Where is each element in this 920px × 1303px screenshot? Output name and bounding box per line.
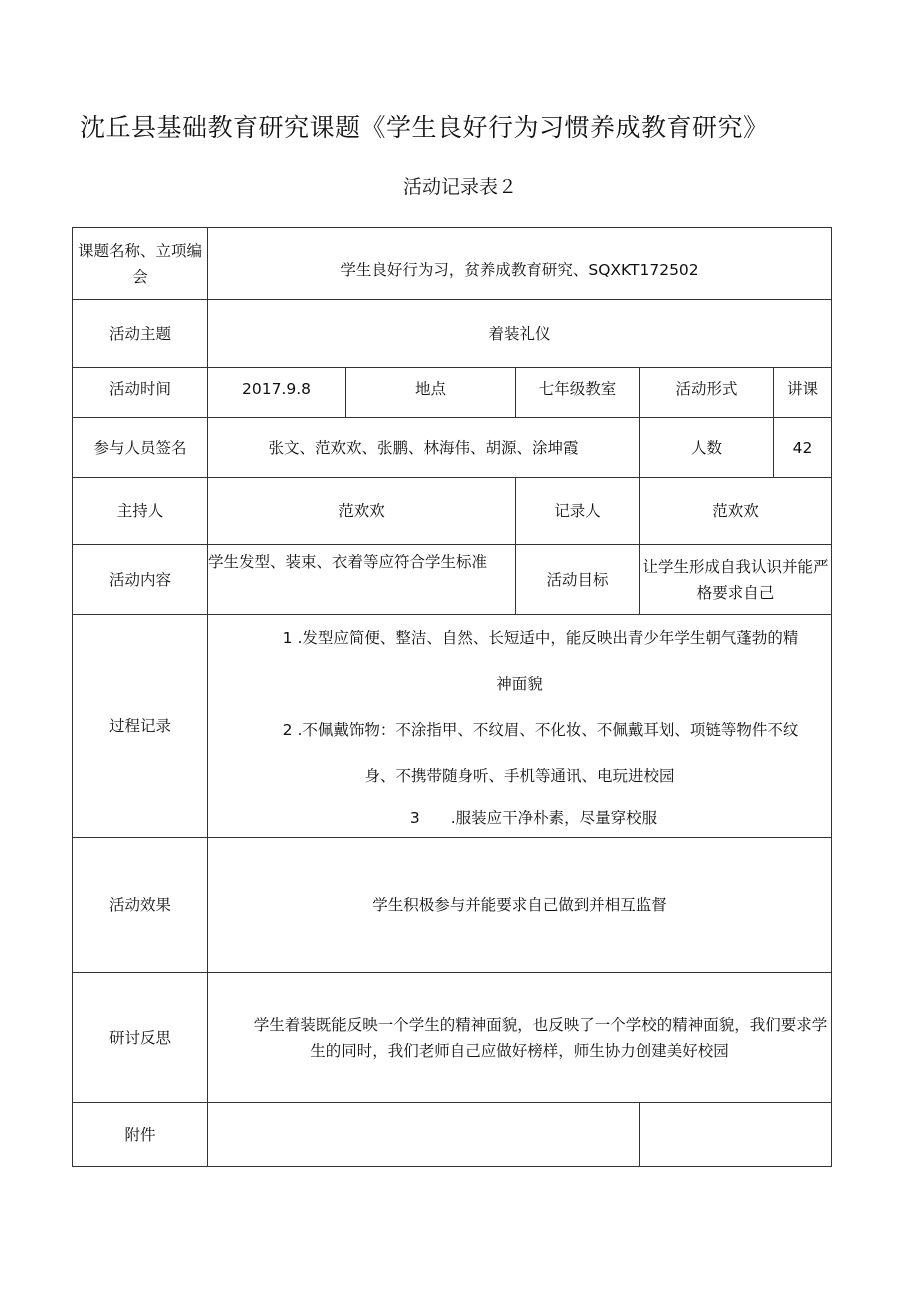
row-time [73,368,832,418]
row-host [73,478,832,545]
row-topic [73,228,832,300]
place-label: 地点 [346,368,516,418]
process-line-4: 身、不携带随身听、手机等通讯、电玩进校园 [364,767,675,785]
host-value: 范欢欢 [208,478,516,545]
process-label: 过程记录 [73,615,208,838]
row-participants [73,418,832,478]
goal-label: 活动目标 [516,545,640,615]
goal-value: 让学生形成自我认识并能严格要求自己 [640,545,832,615]
row-effect [73,838,832,973]
process-record [208,615,832,838]
process-line-5: 3 .服装应干净朴素，尽量穿校服 [409,809,658,827]
row-content [73,545,832,615]
row-theme [73,300,832,368]
host-label: 主持人 [73,478,208,545]
attachment-cell-left [208,1103,640,1167]
activity-record-table [72,227,832,1167]
effect-value: 学生积极参与并能要求自己做到并相互监督 [208,838,832,973]
row-reflection [73,973,832,1103]
place-value: 七年级教室 [516,368,640,418]
participants-value: 张文、范欢欢、张鹏、林海伟、胡源、涂坤霞 [208,418,640,478]
theme-value: 着装礼仪 [208,300,832,368]
count-label: 人数 [640,418,774,478]
attachment-label: 附件 [73,1103,208,1167]
recorder-label: 记录人 [516,478,640,545]
document-title: 沈丘县基础教育研究课题《学生良好行为习惯养成教育研究》 [80,113,769,142]
content-label: 活动内容 [73,545,208,615]
reflection-label: 研讨反思 [73,973,208,1103]
recorder-value: 范欢欢 [640,478,832,545]
count-value: 42 [774,418,832,478]
reflection-value: 学生着装既能反映一个学生的精神面貌，也反映了一个学校的精神面貌，我们要求学生的同时，我们老师自己应做好榜样，师生协力创建美好校园 [208,973,832,1103]
time-value: 2017.9.8 [208,368,346,418]
topic-label: 课题名称、立项编会 [73,228,208,300]
document-subtitle: 活动记录表２ [402,176,517,198]
attachment-cell-right [640,1103,832,1167]
row-process [73,615,832,838]
process-line-1: 1 .发型应简便、整洁、自然、长短适中，能反映出青少年学生朝气蓬勃的精 [282,629,799,647]
content-value: 学生发型、装束、衣着等应符合学生标准 [208,545,516,615]
form-label: 活动形式 [640,368,774,418]
process-line-3: 2 .不佩戴饰物：不涂指甲、不纹眉、不化妆、不佩戴耳划、项链等物件不纹 [282,721,799,739]
time-label: 活动时间 [73,368,208,418]
theme-label: 活动主题 [73,300,208,368]
topic-value: 学生良好行为习，贫养成教育研究、SQXKT172502 [208,228,832,300]
form-value: 讲课 [774,368,832,418]
row-attachment [73,1103,832,1167]
effect-label: 活动效果 [73,838,208,973]
participants-label: 参与人员签名 [73,418,208,478]
process-line-2: 神面貌 [496,675,543,693]
